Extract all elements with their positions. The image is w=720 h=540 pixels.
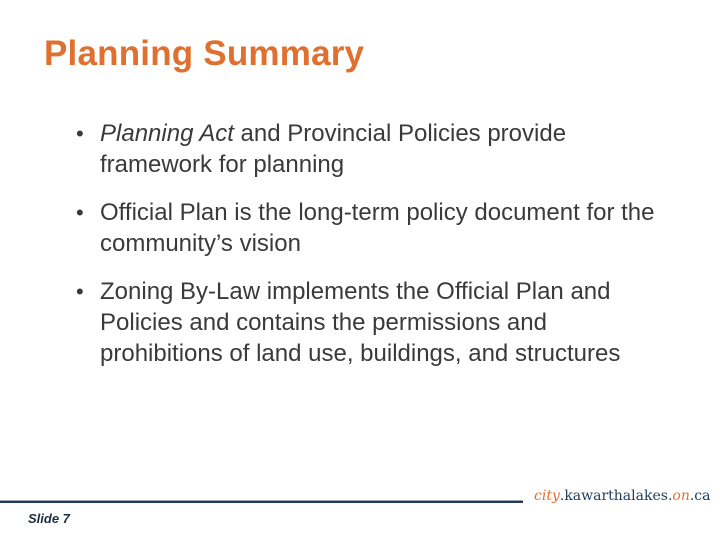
bullet-list xyxy=(76,118,676,386)
url-region: on xyxy=(672,488,690,504)
bullet-item-official-plan xyxy=(76,197,676,259)
footer-divider-accent xyxy=(0,501,523,503)
city-website-url xyxy=(534,488,710,504)
url-dot: . xyxy=(667,488,673,504)
bullet-text: and Provincial Policies provide framework for planning xyxy=(100,120,567,178)
bullet-item-zoning-bylaw xyxy=(76,276,676,369)
url-prefix: city xyxy=(534,488,560,504)
bullet-dot-icon: • xyxy=(76,121,84,146)
bullet-text: Official Plan is the long-term policy document for the community’s vision xyxy=(100,199,655,257)
url-main: kawarthalakes xyxy=(564,488,668,504)
bullet-text: Zoning By-Law implements the Official Plan and Policies and contains the permissions and prohibitions of land use, buildings, and structures xyxy=(100,278,621,367)
slide-number: Slide 7 xyxy=(28,511,70,526)
url-dot: . xyxy=(559,488,565,504)
url-tld: ca xyxy=(694,488,711,504)
slide-title: Planning Summary xyxy=(44,34,365,73)
bullet-emphasis: Planning Act xyxy=(100,120,234,147)
bullet-dot-icon: • xyxy=(76,200,84,225)
url-dot: . xyxy=(689,488,695,504)
bullet-item-planning-act xyxy=(76,118,676,180)
bullet-dot-icon: • xyxy=(76,279,84,304)
